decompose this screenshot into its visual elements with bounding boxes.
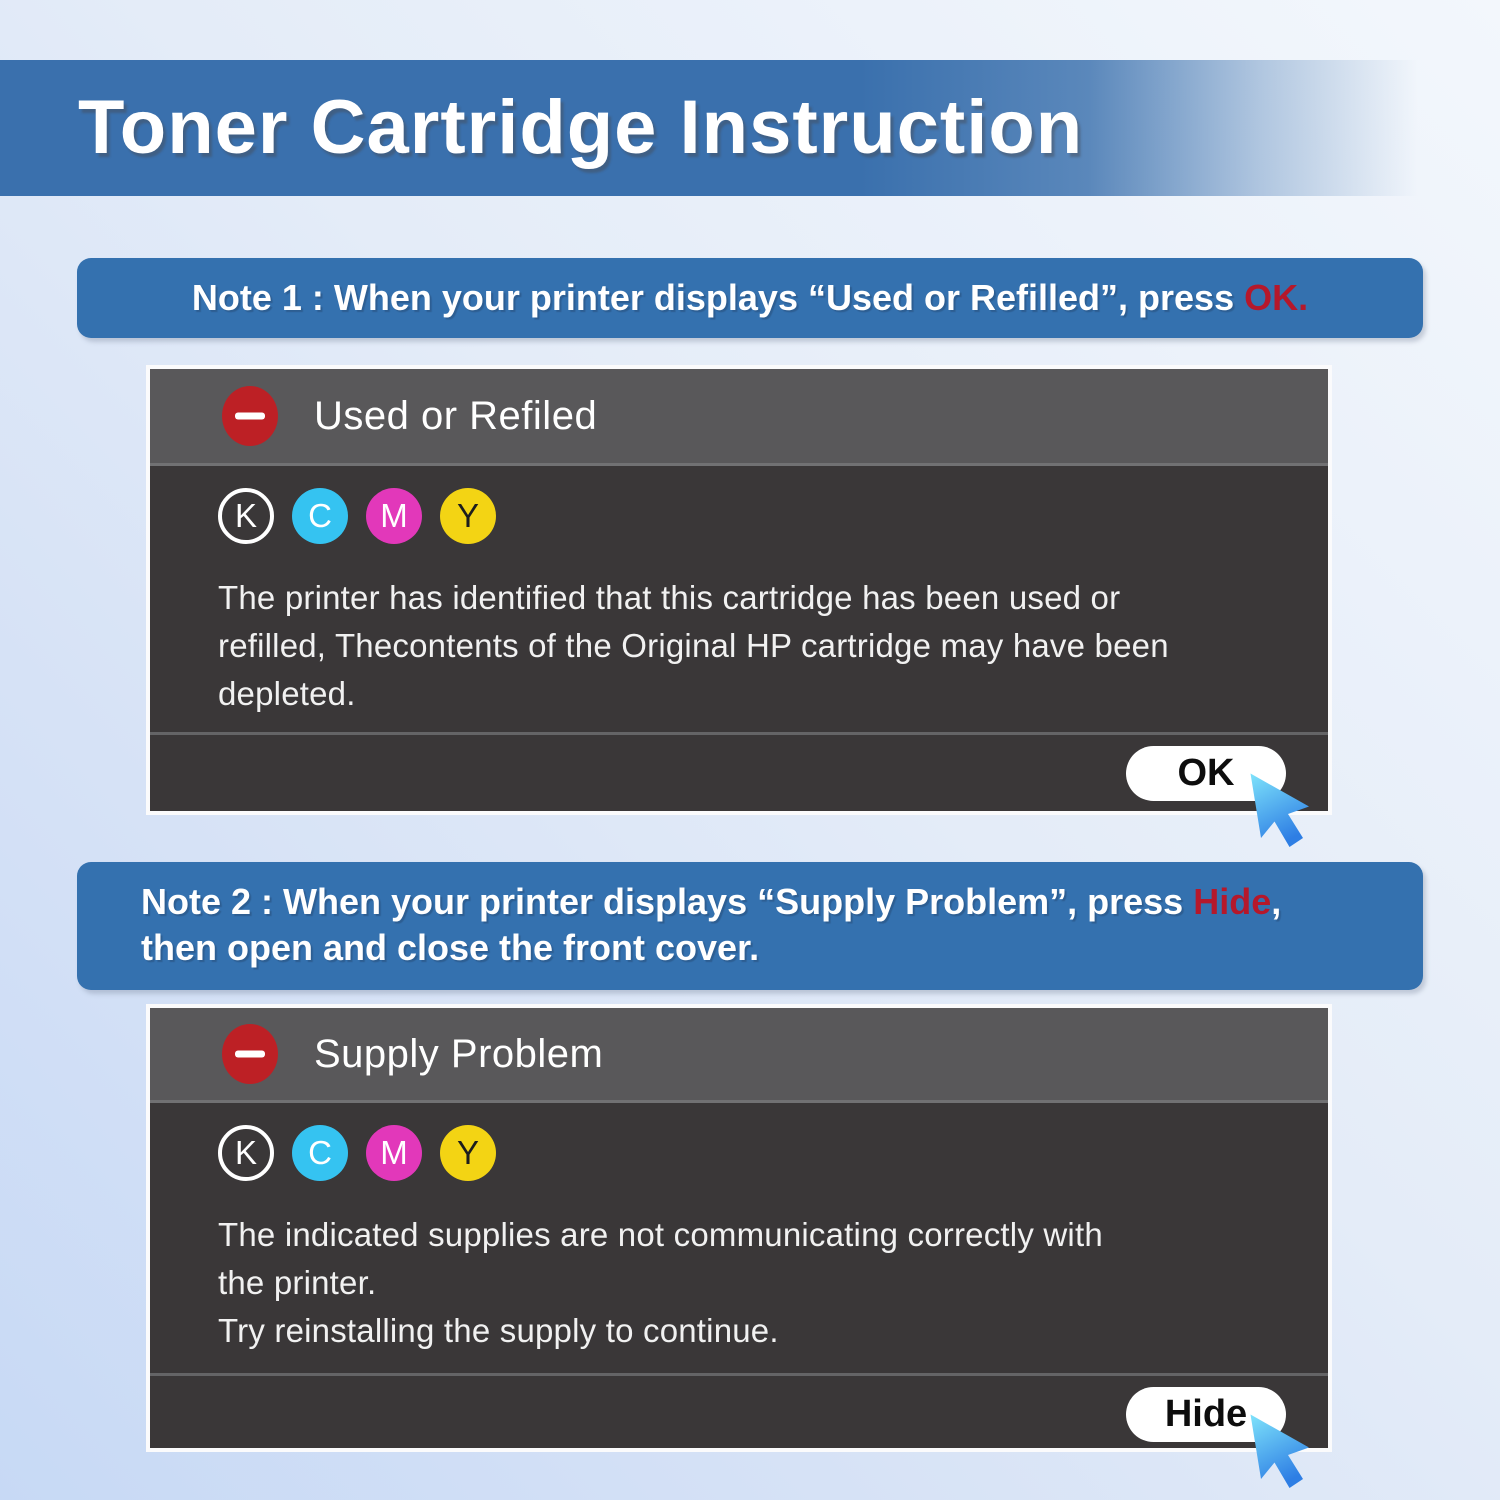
toner-badge-row (218, 1125, 1268, 1181)
message-line: Try reinstalling the supply to continue. (218, 1312, 779, 1349)
note1-banner (77, 258, 1423, 338)
toner-badge-row (218, 488, 1268, 544)
toner-m-label: M (380, 1134, 408, 1171)
hide-button[interactable]: Hide (1126, 1387, 1286, 1442)
dialog1-footer (150, 732, 1328, 811)
printer-dialog-supply-problem (146, 1004, 1332, 1452)
toner-c-icon (292, 1125, 348, 1181)
toner-y-icon (440, 488, 496, 544)
toner-y-label: Y (456, 1134, 479, 1171)
printer-dialog-used-or-refilled (146, 365, 1332, 815)
note2-suffix: , (1271, 881, 1282, 922)
message-line: The indicated supplies are not communicating correctly with (218, 1216, 1103, 1253)
note1-action: OK. (1244, 277, 1309, 318)
dialog1-message (218, 574, 1268, 718)
toner-k-icon (218, 488, 274, 544)
dialog2-body (150, 1103, 1328, 1373)
stop-icon (222, 1024, 278, 1084)
message-line: refilled, Thecontents of the Original HP cartridge may have been (218, 627, 1169, 664)
cursor-icon (1246, 1412, 1312, 1492)
message-line: The printer has identified that this cartridge has been used or (218, 579, 1121, 616)
toner-k-icon (218, 1125, 274, 1181)
toner-c-label: C (308, 497, 332, 534)
dialog1-header (150, 369, 1328, 466)
page-title-banner (0, 60, 1432, 196)
note2-banner (77, 862, 1423, 990)
page-title: Toner Cartridge Instruction (78, 85, 1084, 170)
note1-text: Note 1 : When your printer displays “Used or Refilled”, press (191, 277, 1245, 318)
message-line: depleted. (218, 675, 356, 712)
dialog2-footer (150, 1373, 1328, 1448)
dialog2-message (218, 1211, 1268, 1355)
dialog2-title: Supply Problem (314, 1031, 604, 1076)
toner-m-label: M (380, 497, 408, 534)
message-line: the printer. (218, 1264, 377, 1301)
cursor-icon (1246, 771, 1312, 851)
dialog1-title: Used or Refiled (314, 393, 598, 438)
minus-icon (235, 413, 265, 420)
toner-m-icon (366, 488, 422, 544)
note2-text: Note 2 : When your printer displays “Supply Problem”, press (141, 881, 1194, 922)
note2-line2: then open and close the front cover. (141, 927, 760, 968)
toner-c-icon (292, 488, 348, 544)
dialog1-body (150, 466, 1328, 732)
stop-icon (222, 386, 278, 446)
toner-m-icon (366, 1125, 422, 1181)
note2-action: Hide (1193, 881, 1272, 922)
ok-button[interactable]: OK (1126, 746, 1286, 801)
minus-icon (235, 1051, 265, 1058)
toner-y-label: Y (456, 497, 479, 534)
toner-k-label: K (234, 497, 257, 534)
toner-c-label: C (308, 1134, 332, 1171)
dialog2-header (150, 1008, 1328, 1103)
toner-y-icon (440, 1125, 496, 1181)
toner-k-label: K (234, 1134, 257, 1171)
